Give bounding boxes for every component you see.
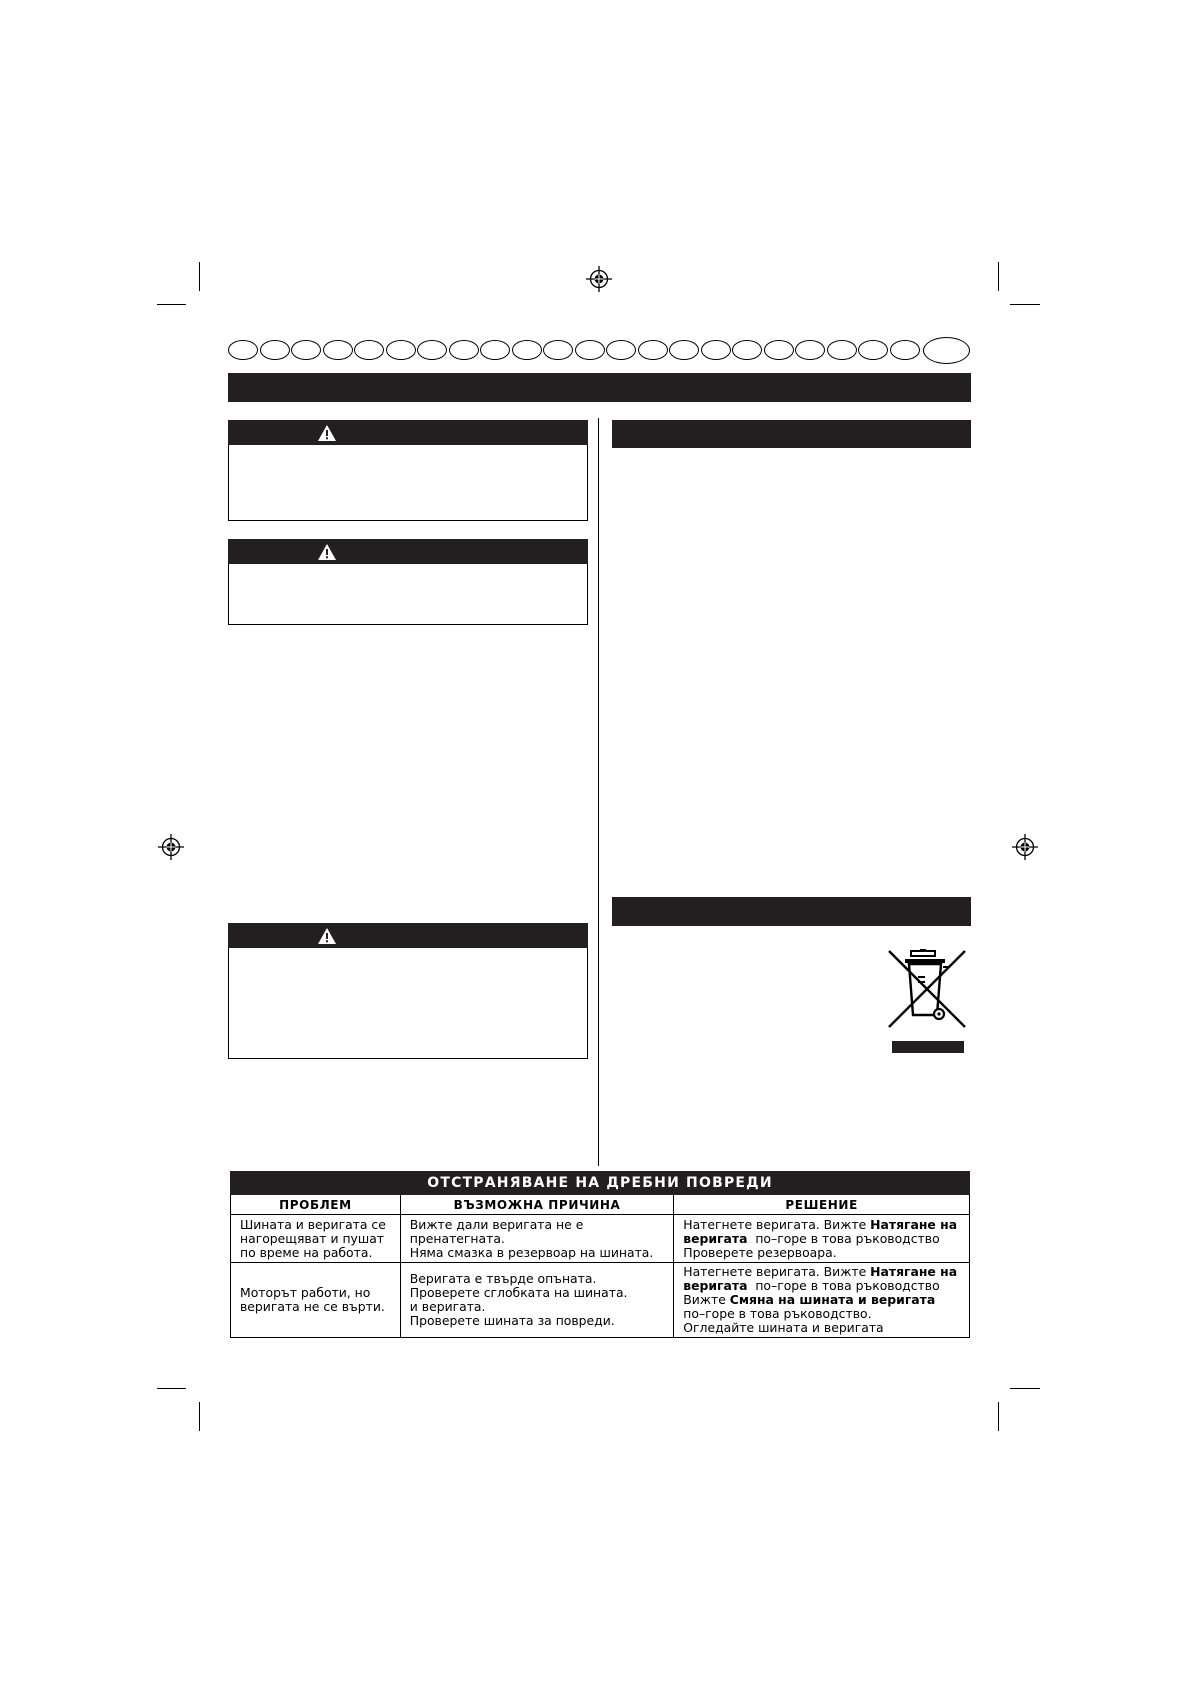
language-tab <box>386 340 416 360</box>
solution-text: Натегнете веригата. Вижте <box>683 1216 871 1232</box>
language-tab <box>606 340 636 360</box>
troubleshooting-table <box>230 1171 970 1338</box>
cause-line: и веригата. <box>409 1299 486 1314</box>
column-header-cause: ВЪЗМОЖНА ПРИЧИНА <box>400 1195 673 1215</box>
problem-line: по време на работа. <box>240 1244 373 1260</box>
solution-bold-ref: веригата <box>683 1230 748 1246</box>
problem-line: Моторът работи, но <box>240 1285 371 1300</box>
section-header-bar <box>612 897 971 926</box>
column-divider <box>598 418 599 1166</box>
solution-line <box>683 1265 969 1279</box>
page-title-bar <box>228 373 971 402</box>
language-tab <box>480 340 510 360</box>
problem-line: Шината и веригата се <box>240 1216 386 1232</box>
solution-bold-ref: Смяна на шината и веригата <box>729 1292 936 1307</box>
language-tab <box>638 340 668 360</box>
solution-line <box>683 1307 969 1321</box>
language-tab <box>827 340 857 360</box>
language-tab <box>354 340 384 360</box>
warning-header <box>228 923 588 948</box>
language-tab <box>323 340 353 360</box>
solution-text: по–горе в това ръководство <box>747 1230 940 1246</box>
language-tab <box>732 340 762 360</box>
table-row <box>231 1215 970 1263</box>
solution-cell <box>674 1215 970 1263</box>
language-tabs <box>228 337 973 365</box>
solution-line <box>683 1279 969 1293</box>
warning-box <box>228 420 588 521</box>
crop-mark-top-left-h <box>157 304 186 305</box>
table-row <box>231 1263 970 1338</box>
column-header-problem: ПРОБЛЕМ <box>231 1195 401 1215</box>
language-tab <box>890 340 920 360</box>
language-tab <box>291 340 321 360</box>
solution-line <box>683 1246 969 1260</box>
solution-line <box>683 1293 969 1307</box>
warning-triangle-icon <box>317 543 337 561</box>
language-tab <box>795 340 825 360</box>
language-tab <box>575 340 605 360</box>
solution-line <box>683 1232 969 1246</box>
language-tab <box>858 340 888 360</box>
problem-line: веригата не се върти. <box>240 1299 385 1314</box>
solution-text: по–горе в това ръководство. <box>683 1306 872 1321</box>
language-tab <box>764 340 794 360</box>
language-tab <box>543 340 573 360</box>
crop-mark-top-right-h <box>1010 304 1040 305</box>
cause-line: Проверете сглобката на шината. <box>409 1285 628 1300</box>
registration-mark-icon <box>1012 834 1038 860</box>
warning-header <box>228 420 588 445</box>
crop-mark-bottom-right-v <box>998 1402 999 1431</box>
warning-box <box>228 923 588 1059</box>
language-tab <box>417 340 447 360</box>
problem-cell <box>231 1263 401 1338</box>
language-tab <box>260 340 290 360</box>
problem-cell <box>231 1215 401 1263</box>
language-tab <box>701 340 731 360</box>
solution-bold-ref: Натягане на <box>870 1264 958 1279</box>
solution-line <box>683 1321 969 1335</box>
problem-line: нагорещяват и пушат <box>240 1230 385 1246</box>
language-tab <box>449 340 479 360</box>
registration-mark-icon <box>158 834 184 860</box>
crop-mark-bottom-left-v <box>199 1402 200 1431</box>
cause-line: Няма смазка в резервоар на шината. <box>409 1244 654 1260</box>
cause-line: Веригата е твърде опъната. <box>409 1271 597 1286</box>
table-title: ОТСТРАНЯВАНЕ НА ДРЕБНИ ПОВРЕДИ <box>231 1172 970 1195</box>
crop-mark-bottom-left-h <box>157 1388 186 1389</box>
crop-mark-top-left-v <box>199 262 200 291</box>
language-tab <box>669 340 699 360</box>
language-tab <box>228 340 258 360</box>
crop-mark-bottom-right-h <box>1010 1388 1040 1389</box>
cause-line: Вижте дали веригата не е <box>409 1216 584 1232</box>
language-tab-active <box>923 337 970 364</box>
cause-cell <box>400 1263 673 1338</box>
solution-text: Натегнете веригата. Вижте <box>683 1264 871 1279</box>
crossed-out-wheelie-bin-icon <box>887 947 967 1053</box>
solution-bold-ref: веригата <box>683 1278 748 1293</box>
warning-triangle-icon <box>317 927 337 945</box>
crop-mark-top-right-v <box>998 262 999 291</box>
section-header-bar <box>612 420 971 448</box>
language-tab <box>512 340 542 360</box>
cause-cell <box>400 1215 673 1263</box>
solution-cell <box>674 1263 970 1338</box>
solution-text: по–горе в това ръководство <box>747 1278 940 1293</box>
solution-text: Проверете резервоара. <box>683 1244 837 1260</box>
warning-box <box>228 539 588 625</box>
solution-text: Огледайте шината и веригата <box>683 1320 884 1335</box>
cause-line: Проверете шината за повреди. <box>409 1313 615 1328</box>
registration-mark-icon <box>586 266 612 292</box>
column-header-solution: РЕШЕНИЕ <box>674 1195 970 1215</box>
warning-header <box>228 539 588 564</box>
cause-line: пренатегната. <box>409 1230 505 1246</box>
solution-text: Вижте <box>683 1292 730 1307</box>
solution-bold-ref: Натягане на <box>870 1216 958 1232</box>
solution-line <box>683 1218 969 1232</box>
warning-triangle-icon <box>317 424 337 442</box>
